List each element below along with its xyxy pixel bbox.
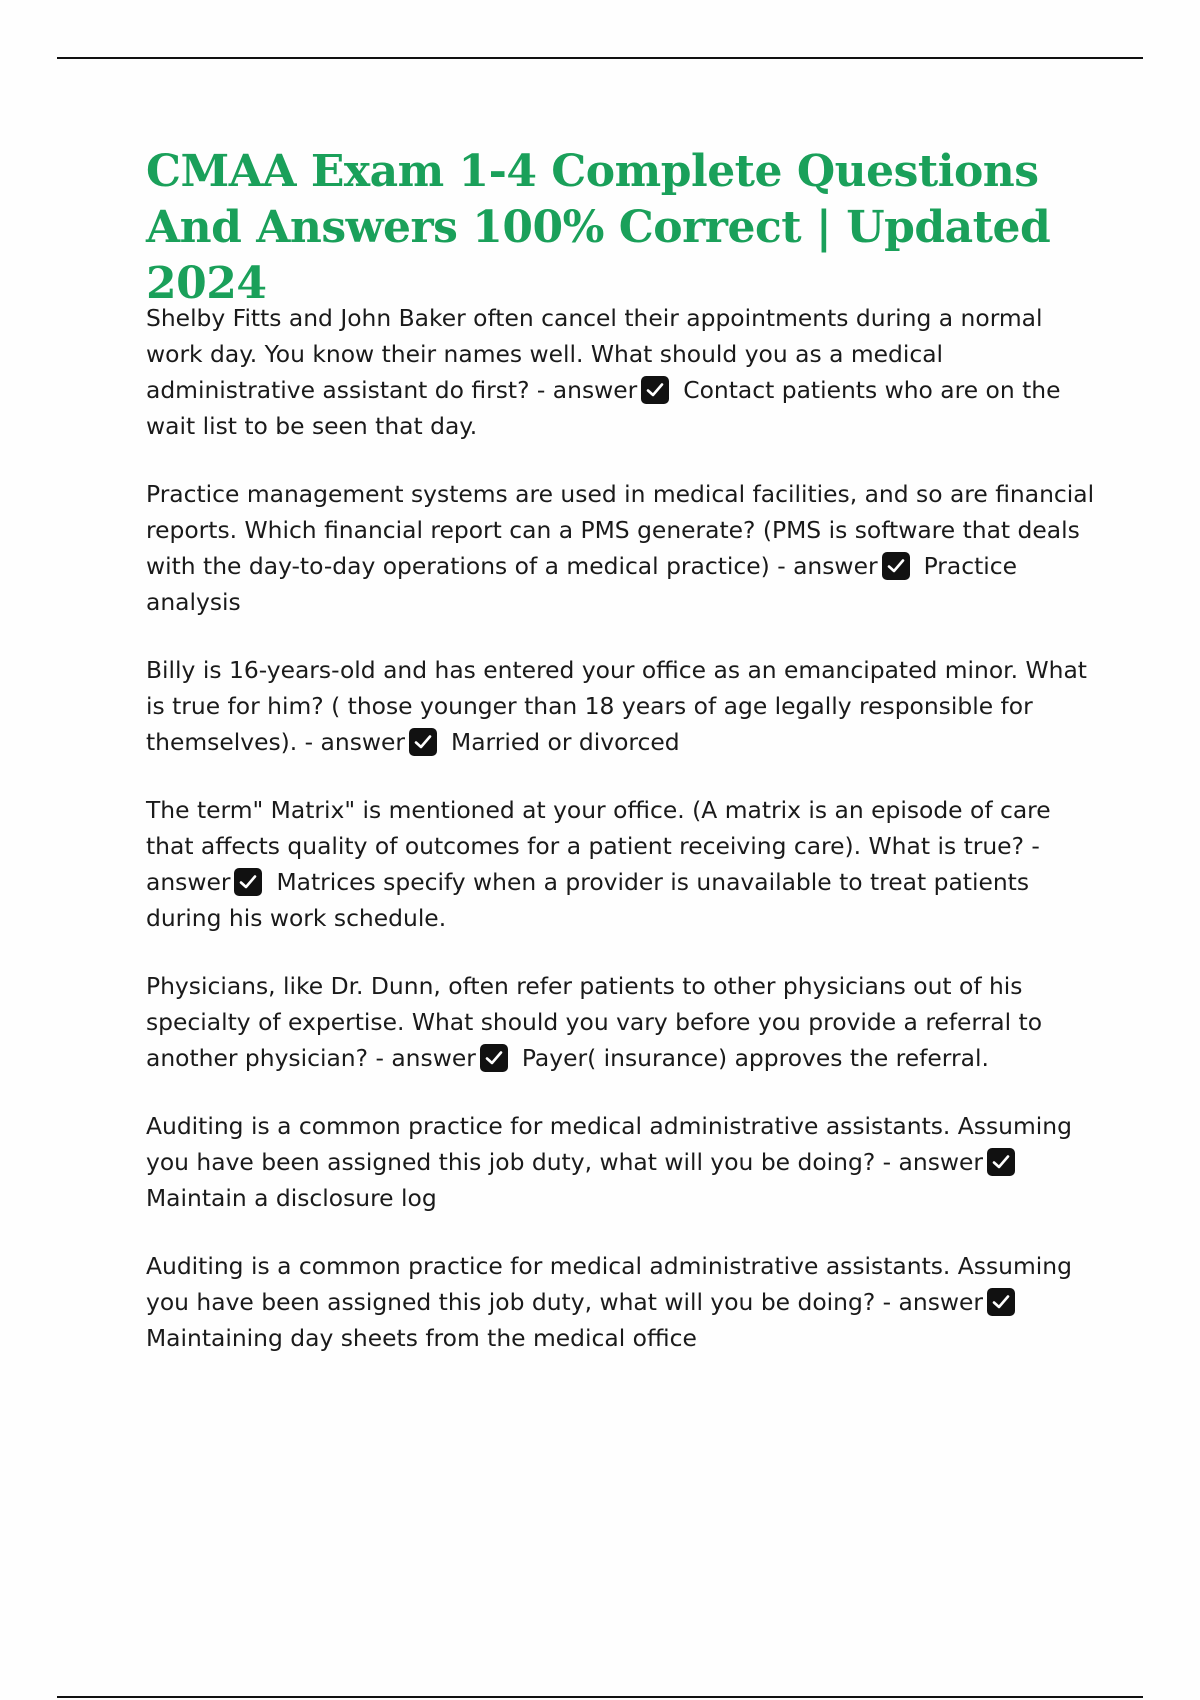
top-rule <box>57 57 1143 59</box>
qa-list <box>146 300 1096 1388</box>
checkbox-checked-icon <box>987 1288 1015 1316</box>
qa-item <box>146 1108 1096 1216</box>
checkbox-checked-icon <box>234 868 262 896</box>
answer-text: Matrices specify when a provider is unavailable to treat patients during his work schedule. <box>146 868 1030 932</box>
checkbox-checked-icon <box>987 1148 1015 1176</box>
checkbox-checked-icon <box>641 376 669 404</box>
document-title: CMAA Exam 1-4 Complete Questions And Answers 100% Correct | Updated 2024 <box>146 146 1051 309</box>
checkbox-checked-icon <box>409 728 437 756</box>
question-text: Practice management systems are used in medical facilities, and so are financial reports. Which financial report can a PMS generate? (PMS is software that deals with the day-to-day operations of a medical practice) - answer <box>146 480 1095 580</box>
question-text: The term" Matrix" is mentioned at your office. (A matrix is an episode of care that affects quality of outcomes for a patient receiving care). What is true? - answer <box>146 796 1051 896</box>
answer-text: Maintain a disclosure log <box>146 1184 437 1212</box>
qa-item <box>146 1248 1096 1356</box>
qa-item <box>146 968 1096 1076</box>
answer-text: Payer( insurance) approves the referral. <box>521 1044 989 1072</box>
question-text: Auditing is a common practice for medical administrative assistants. Assuming you have been assigned this job duty, what will you be doing? - answer <box>146 1252 1072 1316</box>
question-text: Billy is 16-years-old and has entered your office as an emancipated minor. What is true for him? ( those younger than 18 years of age legally responsible for themselves). - answer <box>146 656 1087 756</box>
bottom-rule <box>57 1696 1143 1698</box>
answer-text: Practice analysis <box>146 552 1018 616</box>
qa-item <box>146 300 1096 444</box>
qa-item <box>146 476 1096 620</box>
question-text: Physicians, like Dr. Dunn, often refer patients to other physicians out of his specialty of expertise. What should you vary before you provide a referral to another physician? - answer <box>146 972 1043 1072</box>
qa-item <box>146 652 1096 760</box>
checkbox-checked-icon <box>480 1044 508 1072</box>
question-text: Auditing is a common practice for medical administrative assistants. Assuming you have been assigned this job duty, what will you be doing? - answer <box>146 1112 1072 1176</box>
question-text: Shelby Fitts and John Baker often cancel their appointments during a normal work day. You know their names well. What should you as a medical administrative assistant do first? - answer <box>146 304 1043 404</box>
qa-item <box>146 792 1096 936</box>
answer-text: Contact patients who are on the wait list to be seen that day. <box>146 376 1061 440</box>
checkbox-checked-icon <box>882 552 910 580</box>
answer-text: Maintaining day sheets from the medical office <box>146 1324 697 1352</box>
answer-text: Married or divorced <box>451 728 680 756</box>
